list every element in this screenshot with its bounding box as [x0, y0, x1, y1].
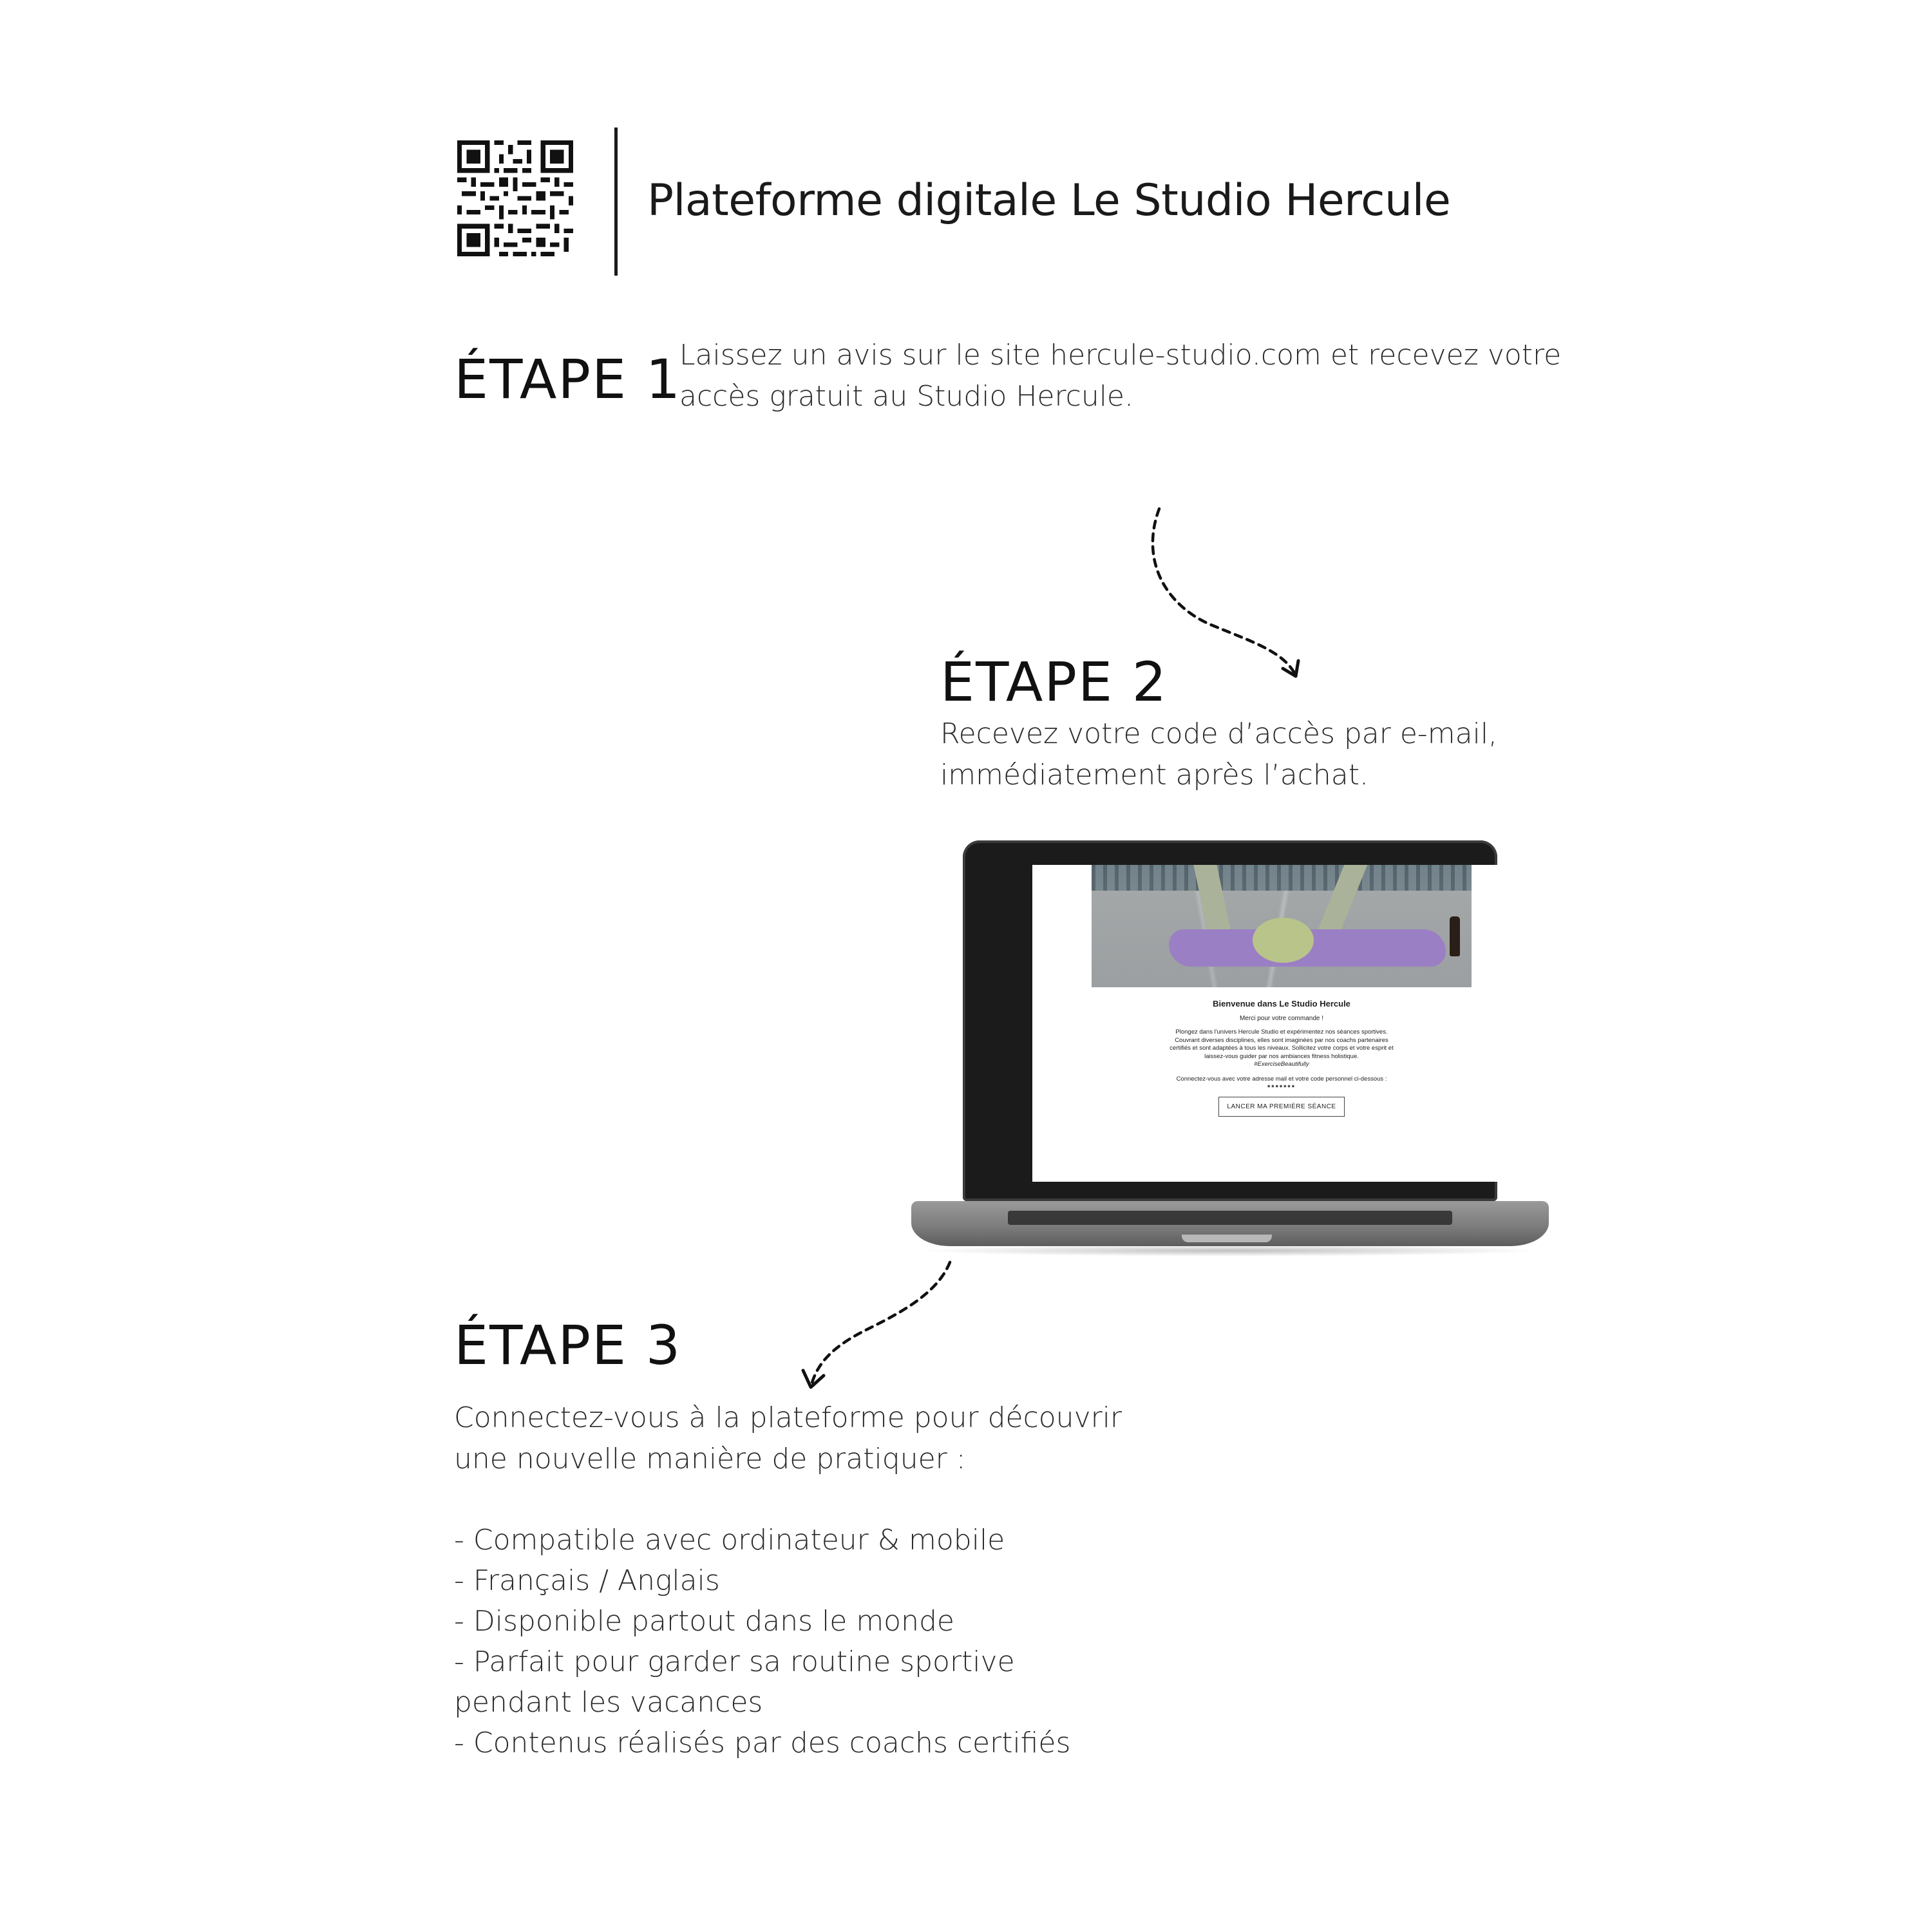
start-session-button[interactable]: LANCER MA PREMIÈRE SÉANCE	[1218, 1097, 1344, 1117]
laptop-screen	[1032, 865, 1531, 1182]
step2-text-line: Recevez votre code d’accès par e-mail,	[940, 717, 1498, 750]
step1-text-line: accès gratuit au Studio Hercule.	[679, 380, 1133, 413]
feature-item: - Parfait pour garder sa routine sportive	[454, 1645, 1015, 1678]
feature-item: - Disponible partout dans le monde	[454, 1605, 954, 1638]
email-body-line: certifiés et sont adaptées à tous les niveaux. Sollicitez votre corps et votre esprit et	[1170, 1045, 1394, 1052]
email-body-line: laissez-vous guider par nos ambiances fitness holistique.	[1204, 1052, 1359, 1060]
qr-code	[457, 140, 573, 256]
email-title: Bienvenue dans Le Studio Hercule	[1213, 999, 1350, 1009]
feature-item: pendant les vacances	[454, 1686, 763, 1719]
laptop-image	[911, 840, 1549, 1265]
email-body-line: Plongez dans l'univers Hercule Studio et expérimentez nos séances sportives.	[1175, 1028, 1388, 1036]
feature-item: - Français / Anglais	[454, 1564, 720, 1597]
step1-description	[679, 335, 1561, 417]
laptop-lid	[963, 840, 1497, 1201]
step1-heading: ÉTAPE 1	[454, 348, 682, 411]
feature-item: - Contenus réalisés par des coachs certifiés	[454, 1727, 1071, 1759]
header-divider	[614, 128, 618, 276]
laptop-notch	[1182, 1235, 1272, 1242]
step3-heading: ÉTAPE 3	[454, 1314, 682, 1377]
exercise-ball	[1253, 918, 1314, 963]
feature-list	[454, 1520, 1070, 1763]
qr-code-icon	[457, 140, 573, 256]
laptop-keyboard	[1008, 1211, 1452, 1225]
access-code: *******	[1267, 1083, 1296, 1092]
email-connect-text: Connectez-vous avec votre adresse mail et votre code personnel ci-dessous :	[1176, 1075, 1387, 1083]
hero-photo	[1092, 865, 1472, 987]
step2-text-line: immédiatement après l’achat.	[940, 759, 1368, 791]
email-thanks: Merci pour votre commande !	[1239, 1015, 1324, 1022]
email-body-line: Couvrant diverses disciplines, elles sont imaginées par nos coachs partenaires	[1175, 1036, 1388, 1044]
feature-item: - Compatible avec ordinateur & mobile	[454, 1524, 1005, 1557]
step3-text-line: Connectez-vous à la plateforme pour découvrir	[454, 1401, 1122, 1434]
step1-text-line: Laissez un avis sur le site hercule-studio.com et recevez votre	[679, 339, 1562, 372]
step3-text-line: une nouvelle manière de pratiquer :	[454, 1443, 966, 1475]
step3-description	[454, 1397, 1122, 1480]
page-title: Plateforme digitale Le Studio Hercule	[647, 175, 1451, 226]
step2-description	[940, 714, 1497, 796]
step2-heading: ÉTAPE 2	[940, 650, 1168, 714]
welcome-email	[1032, 999, 1531, 1117]
bottle	[1450, 916, 1460, 956]
dashed-arrow-icon	[795, 1256, 963, 1397]
email-hashtag: #ExerciseBeautifully	[1254, 1061, 1309, 1068]
email-body	[1114, 1028, 1449, 1069]
